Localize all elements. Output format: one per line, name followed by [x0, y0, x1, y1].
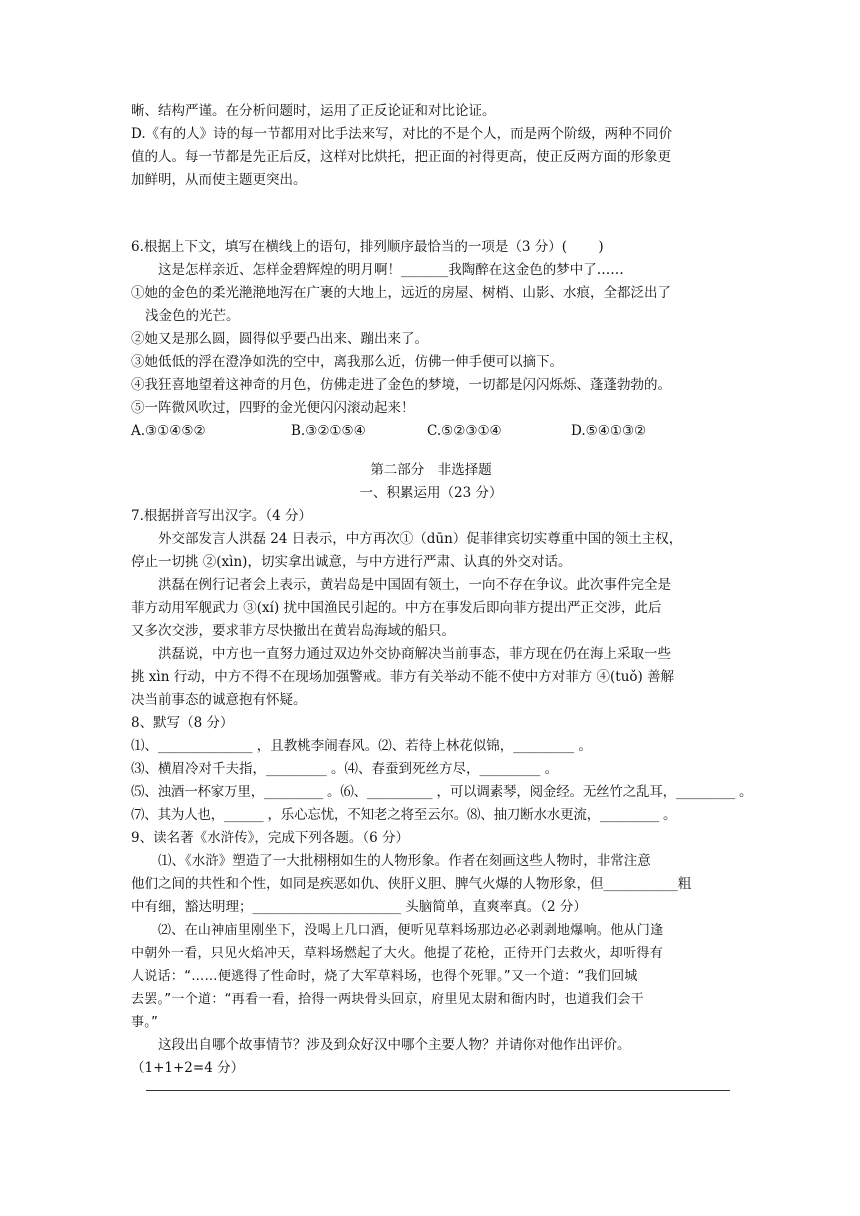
text-line: 晰、结构严谨。在分析问题时，运用了正反论证和对比论证。 — [131, 103, 496, 119]
sentence-2: ②她又是那么圆，圆得似乎要凸出来、蹦出来了。 — [131, 331, 428, 347]
question-stem: 6.根据上下文，填写在横线上的语句，排列顺序最恰当的一项是（3 分）( ) — [131, 239, 604, 255]
exam-content — [131, 100, 753, 1080]
fill-line-4: ⑺、其为人也，______ ，乐心忘忧，不知老之将至云尔。⑻、抽刀断水水更流，_________ 。 — [131, 807, 677, 823]
sentence-3: ③她低低的浮在澄净如洗的空中，离我那么近，仿佛一伸手便可以摘下。 — [131, 354, 563, 370]
excerpt-line: 人说话：“……便逃得了性命时，烧了大军草料场，也得个死罪。”又一个道：“我们回城 — [131, 969, 638, 984]
part2-title: 第二部分 非选择题 — [370, 462, 492, 478]
q5-tail — [131, 100, 731, 192]
score-note: （1+1+2=4 分） — [131, 1060, 245, 1076]
excerpt-line: 事。” — [131, 1015, 159, 1030]
sentence-1-cont: 浅金色的光芒。 — [145, 308, 240, 324]
section-title: 一、积累运用（23 分） — [359, 485, 503, 501]
sentence-4: ④我狂喜地望着这神奇的月色，仿佛走进了金色的梦境，一切都是闪闪烁烁、蓬蓬勃勃的。 — [131, 377, 671, 393]
question-7 — [131, 505, 731, 712]
option-b: B.③②①⑤④ — [291, 423, 366, 439]
sentence-5: ⑤一阵微风吹过，四野的金光便闪闪滚动起来！ — [131, 400, 415, 416]
answer-line[interactable] — [146, 1090, 730, 1091]
text-line: 决当前事态的诚意抱有怀疑。 — [131, 692, 307, 708]
question-stem: 8、默写（8 分） — [131, 715, 234, 731]
text-line: 洪磊说，中方也一直努力通过双边外交协商解决当前事态，菲方现在仍在海上采取一些 — [158, 646, 671, 662]
option-d: D.⑤④①③② — [571, 423, 647, 439]
text-line: ⑴、《水浒》塑造了一大批栩栩如生的人物形象。作者在刻画这些人物时，非常注意 — [158, 853, 651, 869]
text-line: 挑 xìn 行动，中方不得不在现场加强警戒。菲方有关举动不能不使中方对菲方 ④(tuǒ) 善解 — [131, 669, 675, 685]
question-stem: 9、读名著《水浒传》，完成下列各题。（6 分） — [131, 830, 409, 846]
question-ask: 这段出自哪个故事情节？涉及到众好汉中哪个主要人物？并请你对他作出评价。 — [158, 1037, 631, 1053]
option-c: C.⑤②③①④ — [427, 423, 502, 439]
excerpt-line: 中朝外一看，只见火焰冲天，草料场燃起了大火。他提了花枪，正待开门去救火，却听得有 — [131, 946, 664, 961]
text-line: 外交部发言人洪磊 24 日表示，中方再次①（dūn）促菲律宾切实尊重中国的领土主权， — [158, 531, 683, 547]
text-line: D.《有的人》诗的每一节都用对比手法来写，对比的不是个人，而是两个阶级，两种不同价 — [131, 126, 673, 142]
fill-line-3: ⑸、浊酒一杯家万里，_________ 。⑹、__________ ，可以调素琴，阅金经。无丝竹之乱耳，_________ 。 — [131, 784, 753, 800]
text-line: 中有细，豁达明理；______________________ 头脑简单，直爽率真。（2 分） — [131, 899, 587, 915]
option-a: A.③①④⑤② — [131, 423, 206, 439]
text-line: 加鲜明，从而使主题更突出。 — [131, 172, 307, 188]
text-line: 洪磊在例行记者会上表示，黄岩岛是中国固有领土，一向不存在争议。此次事件完全是 — [158, 577, 671, 593]
text-line: 停止一切挑 ②(xìn)，切实拿出诚意，与中方进行严肃、认真的外交对话。 — [131, 554, 572, 570]
question-8 — [131, 712, 753, 827]
sentence-1: ①她的金色的柔光滟滟地泻在广裹的大地上，远近的房屋、树梢、山影、水痕，全都泛出了 — [131, 285, 671, 301]
fill-line-1: ⑴、______________ ，且教桃李闹春风。⑵、若待上林花似锦，_________ 。 — [131, 738, 592, 754]
text-line: 值的人。每一节都是先正后反，这样对比烘托，把正面的衬得更高，使正反两方面的形象更 — [131, 149, 671, 165]
context-sentence: 这是怎样亲近、怎样金碧辉煌的明月啊！_______我陶醉在这金色的梦中了…… — [158, 262, 624, 278]
answer-options — [131, 420, 731, 443]
excerpt-line: 去罢。”一个道：“再看一看，拾得一两块骨头回京，府里见太尉和衙内时，也道我们会干 — [131, 992, 644, 1007]
question-stem: 7.根据拼音写出汉字。（4 分） — [131, 508, 313, 524]
question-9 — [131, 827, 731, 1080]
question-6 — [131, 236, 731, 443]
text-line: 又多次交涉，要求菲方尽快撤出在黄岩岛海域的船只。 — [131, 623, 455, 639]
text-line: 菲方动用军舰武力 ③(xí) 扰中国渔民引起的。中方在事发后即向菲方提出严正交涉，此后 — [131, 600, 662, 616]
excerpt-line: ⑵、在山神庙里刚坐下，没喝上几口酒，便听见草料场那边必必剥剥地爆响。他从门逢 — [158, 923, 664, 938]
fill-line-2: ⑶、横眉冷对千夫指，_________ 。⑷、春蚕到死丝方尽，_________ 。 — [131, 761, 559, 777]
text-line: 他们之间的共性和个性，如同是疾恶如仇、侠肝义胆、脾气火爆的人物形象，但___________粗 — [131, 876, 692, 892]
